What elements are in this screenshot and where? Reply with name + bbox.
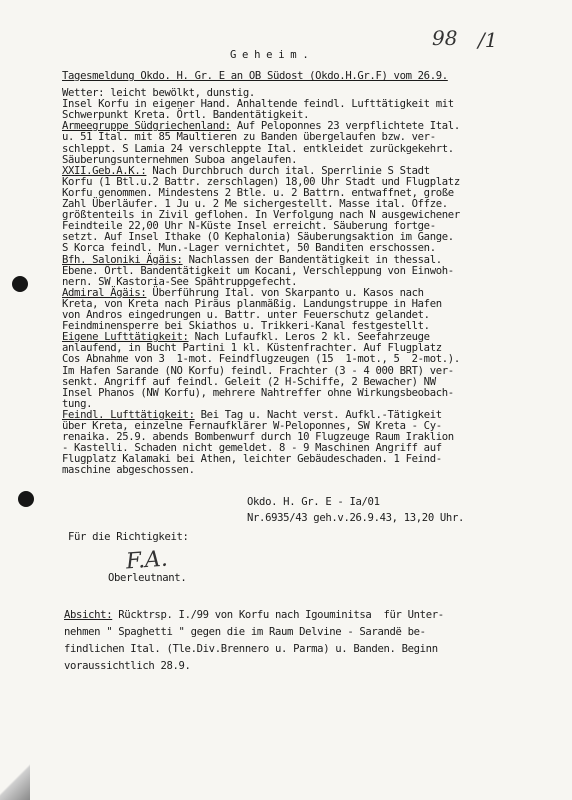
punch-hole-top — [12, 276, 28, 292]
archive-page-number: 98 — [432, 26, 458, 50]
body-text: schleppt. S Lamia 24 verschleppte Ital. entkleidet zurückgekehrt. — [62, 142, 454, 155]
certification-line: Für die Richtigkeit: — [68, 531, 189, 543]
body-text: maschine abgeschossen. — [62, 464, 195, 477]
section-label: Eigene Lufttätigkeit: — [62, 331, 189, 344]
body-text: Bei Tag u. Nacht verst. Aufkl.-Tätigkeit — [194, 408, 442, 421]
note-line-2: nehmen " Spaghetti " gegen die im Raum Delvine - Sarandë be- — [64, 626, 426, 638]
body-text: Nach Durchbruch durch ital. Sperrlinie S Stadt — [146, 164, 430, 177]
body-text: Feindminensperre bei Skiathos u. Trikkeri-Kanal festgestellt. — [62, 320, 430, 333]
rank-line: Oberleutnant. — [108, 572, 187, 584]
section-label: Admiral Ägäis: — [62, 286, 147, 299]
section-label: Bfh. Saloniki Ägäis: — [62, 253, 183, 266]
body-text: Überführung Ital. von Skarpanto u. Kasos nach — [146, 286, 424, 299]
body-line — [62, 465, 195, 476]
body-text: anlaufend, in Bucht Partini 1 kl. Küstenfrachter. Auf Flugplatz — [62, 342, 442, 355]
folded-corner — [0, 760, 30, 800]
report-heading: Tagesmeldung Okdo. H. Gr. E an OB Südost (Okdo.H.Gr.F) vom 26.9. — [62, 70, 448, 82]
body-text: senkt. Angriff auf feindl. Geleit (2 H-Schiffe, 2 Bewacher) NW — [62, 375, 436, 388]
body-line — [62, 388, 454, 399]
body-text: Säuberungsunternehmen Suboa angelaufen. — [62, 153, 298, 166]
section-label: Feindl. Lufttätigkeit: — [62, 408, 195, 421]
section-label: XXII.Geb.A.K.: — [62, 164, 147, 177]
body-text: Insel Korfu in eigener Hand. Anhaltende feindl. Lufttätigkeit mit — [62, 98, 454, 111]
note-line-4: voraussichtlich 28.9. — [64, 660, 191, 672]
body-text: Cos Abnahme von 3 1-mot. Feindflugzeugen (15 1-mot., 5 2-mot.). — [62, 353, 460, 366]
body-text: von Andros eingedrungen u. Battr. unter Feuerschutz gelandet. — [62, 309, 430, 321]
body-text: über Kreta, einzelne Fernaufklärer W-Peloponnes, SW Kreta - Cy- — [62, 420, 442, 432]
body-text: Flugplatz Kalamaki bei Athen, leichter Gebäudeschaden. 1 Feind- — [62, 453, 442, 466]
body-text: nern. SW Kastoria-See Spähtruppgefecht. — [62, 275, 298, 288]
body-text: Zahl Überläufer. 1 Ju u. 2 Me sichergestellt. Masse ital. Offze. — [62, 198, 448, 210]
note-line-1: Absicht: Rücktrsp. I./99 von Korfu nach Igouminitsa für Unter- — [64, 609, 444, 621]
punch-hole-bottom — [18, 491, 34, 507]
sender-line: Okdo. H. Gr. E - Ia/01 — [247, 496, 380, 508]
body-text: Ebene. Örtl. Bandentätigkeit um Kocani, Verschleppung von Einwoh- — [62, 264, 454, 277]
body-text: Auf Peloponnes 23 verpflichtete Ital. — [230, 120, 460, 133]
body-text: Nachlassen der Bandentätigkeit in thessal. — [182, 253, 442, 266]
body-text: Korfu genommen. Mindestens 2 Btle. u. 2 Battrn. entwaffnet, große — [62, 186, 454, 199]
body-text: Kreta, von Kreta nach Piräus planmäßig. Landungstruppe in Hafen — [62, 297, 442, 310]
section-label: Armeegruppe Südgriechenland: — [62, 120, 231, 133]
reference-line: Nr.6935/43 geh.v.26.9.43, 13,20 Uhr. — [247, 512, 465, 524]
body-text: tung. — [62, 397, 93, 410]
archive-initial: /1 — [478, 28, 498, 52]
body-text: Korfu (1 Btl.u.2 Battr. zerschlagen) 18,00 Uhr Stadt und Flugplatz — [62, 175, 460, 188]
body-text: Wetter: leicht bewölkt, dunstig. — [62, 87, 255, 99]
body-text: Insel Phanos (NW Korfu), mehrere Nahtreffer ohne Wirkungsbeobach- — [62, 386, 454, 399]
body-text: Nach Lufaufkl. Leros 2 kl. Seefahrzeuge — [188, 331, 430, 344]
body-text: - Kastelli. Schaden nicht gemeldet. 8 - 9 Maschinen Angriff auf — [62, 442, 442, 455]
body-text: Im Hafen Sarande (NO Korfu) feindl. Frachter (3 - 4 000 BRT) ver- — [62, 364, 454, 377]
note-line-3: findlichen Ital. (Tle.Div.Brennero u. Parma) u. Banden. Beginn — [64, 643, 438, 655]
classification-heading: G e h e i m . — [230, 49, 309, 61]
body-text: u. 51 Ital. mit 85 Maultieren zu Banden übergelaufen bzw. ver- — [62, 131, 436, 144]
body-text: Schwerpunkt Kreta. Örtl. Bandentätigkeit. — [62, 109, 310, 122]
body-text: Feindteile 22,00 Uhr N-Küste Insel erreicht. Säuberung fortge- — [62, 220, 436, 233]
body-text: renaika. 25.9. abends Bombenwurf durch 10 Flugzeuge Raum Iraklion — [62, 431, 454, 444]
body-text: größtenteils in Zivil geflohen. In Verfolgung nach N ausgewichener — [62, 209, 460, 222]
body-text: S Korca feindl. Mun.-Lager vernichtet, 50 Banditen erschossen. — [62, 242, 436, 255]
body-text: setzt. Auf Insel Ithake (O Kephalonia) Säuberungsaktion im Gange. — [62, 231, 454, 244]
note-label: Absicht: — [64, 609, 113, 621]
signature: F.A. — [125, 546, 169, 575]
